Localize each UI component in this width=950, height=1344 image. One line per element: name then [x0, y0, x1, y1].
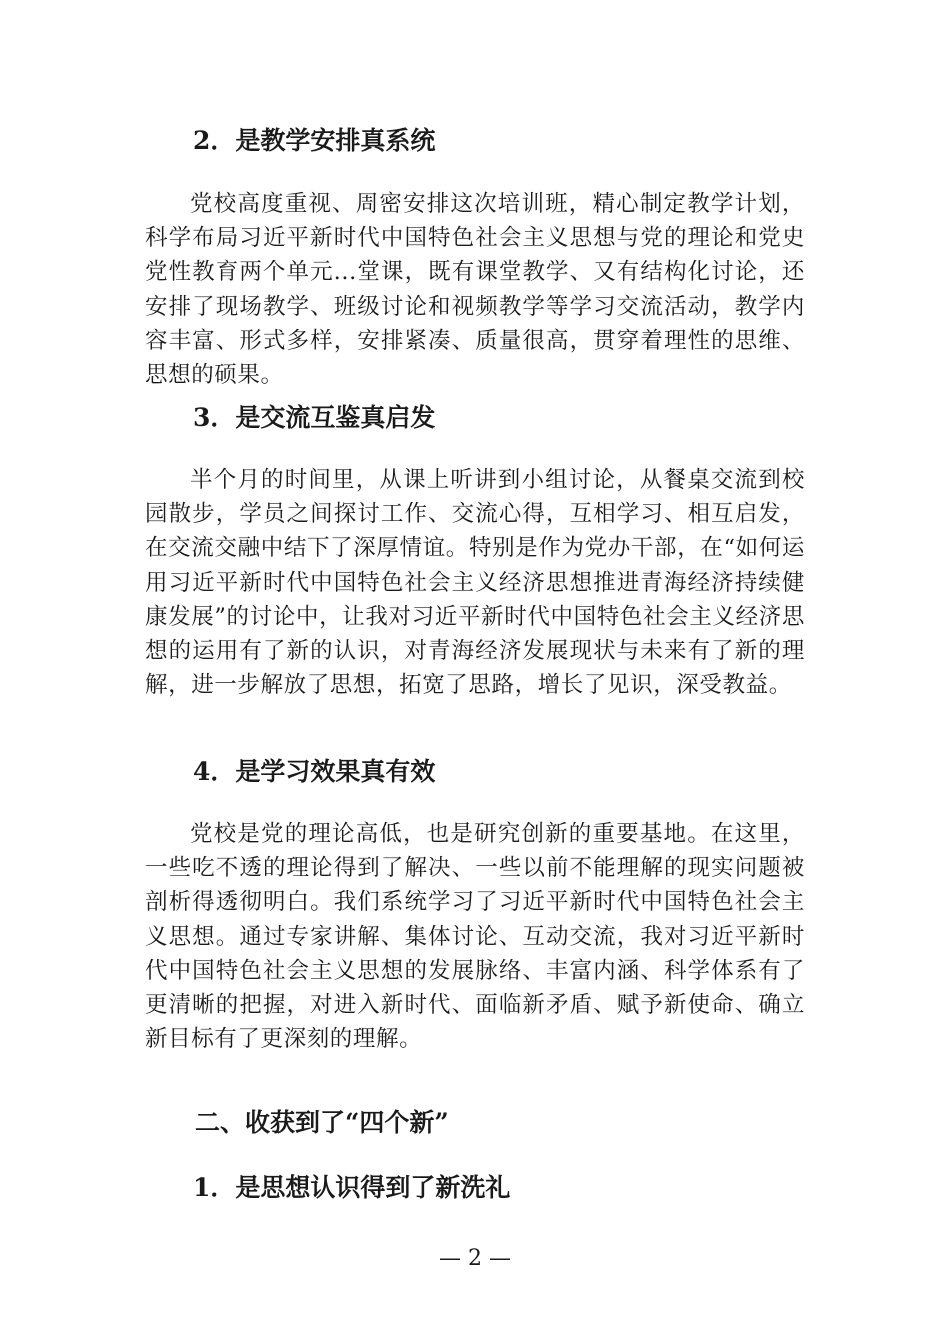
section-paragraph: 半个月的时间里，从课上听讲到小组讨论，从餐桌交流到校园散步，学员之间探讨工作、交流心得，互相学习、相互启发，在交流交融中结下了深厚情谊。特别是作为党办干部，在“如何运用习近平新时代中国特色社会主义经济思想推进青海经济持续健康发展”的讨论中，让我对习近平新时代中国特色社会主义经济思想的运用有了新的认识，对青海经济发展现状与未来有了新的理解，进一步解放了思想，拓宽了思路，增长了见识，深受教益。	[145, 467, 805, 699]
part-heading: 二、收获到了“四个新”	[195, 1108, 449, 1137]
section-heading: 3．是交流互鉴真启发	[193, 403, 436, 432]
section-heading: 4．是学习效果真有效	[193, 757, 436, 786]
sub-heading: 1．是思想认识得到了新洗礼	[193, 1173, 511, 1202]
section-paragraph: 党校是党的理论高低，也是研究创新的重要基地。在这里，一些吃不透的理论得到了解决、一些以前不能理解的现实问题被剖析得透彻明白。我们系统学习了习近平新时代中国特色社会主义思想。通过专家讲解、集体讨论、互动交流，我对习近平新时代中国特色社会主义思想的发展脉络、丰富内涵、科学体系有了更清晰的把握，对进入新时代、面临新矛盾、赋予新使命、确立新目标有了更深刻的理解。	[145, 821, 805, 1053]
section-paragraph: 党校高度重视、周密安排这次培训班，精心制定教学计划，科学布局习近平新时代中国特色社会主义思想与党的理论和党史党性教育两个单元...堂课，既有课堂教学、又有结构化讨论，还安排了现场教学、班级讨论和视频教学等学习交流活动，教学内容丰富、形式多样，安排紧凑、质量很高，贯穿着理性的思维、思想的硕果。	[145, 191, 805, 389]
section-heading: 2．是教学安排真系统	[193, 126, 436, 155]
page-number: — 2 —	[439, 1246, 511, 1271]
